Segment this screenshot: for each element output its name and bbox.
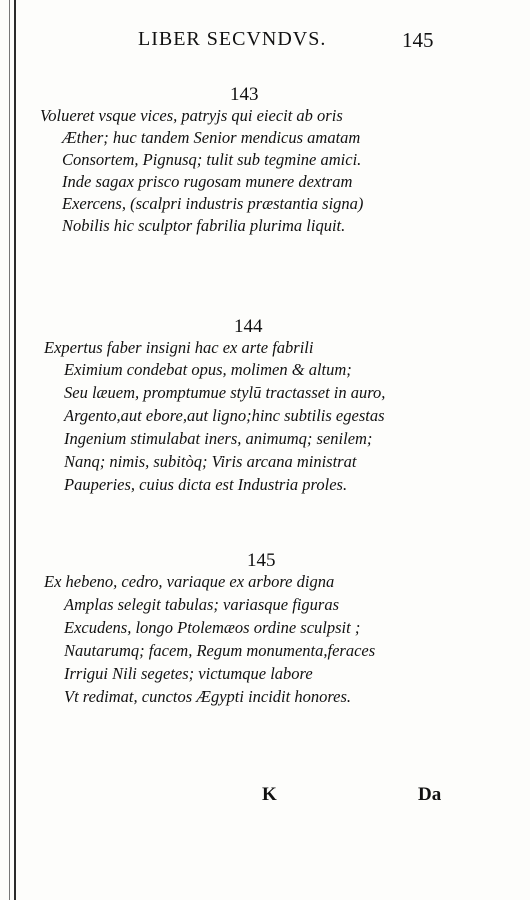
verse-line: Exercens, (scalpri industris præstantia signa) (62, 194, 364, 213)
catchword: Da (418, 784, 442, 805)
verse-line: Nobilis hic sculptor fabrilia plurima liquit. (62, 216, 346, 235)
verse-line: Nautarumq; facem, Regum monumenta,feraces (64, 641, 376, 660)
verse-line: Irrigui Nili segetes; victumque labore (64, 664, 313, 683)
verse-line: Æther; huc tandem Senior mendicus amatam (62, 128, 361, 147)
poem-number: 144 (234, 316, 263, 337)
page-footer (0, 784, 530, 810)
page-header (0, 28, 530, 54)
verse-line: Ingenium stimulabat iners, animumq; senilem; (64, 429, 373, 448)
verse-line: Pauperies, cuius dicta est Industria proles. (64, 475, 348, 494)
verse-line: Seu læuem, promptumue stylū tractasset in auro, (64, 383, 386, 402)
gutter-shadow (14, 0, 16, 900)
verse-line: Argento,aut ebore,aut ligno;hinc subtilis egestas (64, 406, 385, 425)
verse-line: Eximium condebat opus, molimen & altum; (64, 360, 352, 379)
poem-number: 145 (247, 550, 276, 571)
verse-line: Expertus faber insigni hac ex arte fabrili (44, 338, 314, 357)
verse-line: Excudens, longo Ptolemæos ordine sculpsit ; (64, 618, 361, 637)
verse-line: Inde sagax prisco rugosam munere dextram (62, 172, 353, 191)
running-title: LIBER SECVNDVS. (138, 28, 327, 50)
verse-line: Nanq; nimis, subitòq; Viris arcana ministrat (64, 452, 357, 471)
verse-line: Volueret vsque vices, patryjs qui eiecit ab oris (40, 106, 343, 125)
verse-line: Consortem, Pignusq; tulit sub tegmine amici. (62, 150, 362, 169)
verse-line: Amplas selegit tabulas; variasque figuras (64, 595, 339, 614)
page-number: 145 (402, 28, 434, 52)
verse-line: Ex hebeno, cedro, variaque ex arbore digna (44, 572, 335, 591)
signature-mark: K (262, 784, 277, 805)
gutter-edge (9, 0, 10, 900)
poem-number: 143 (230, 84, 259, 105)
verse-line: Vt redimat, cunctos Ægypti incidit honores. (64, 687, 352, 706)
